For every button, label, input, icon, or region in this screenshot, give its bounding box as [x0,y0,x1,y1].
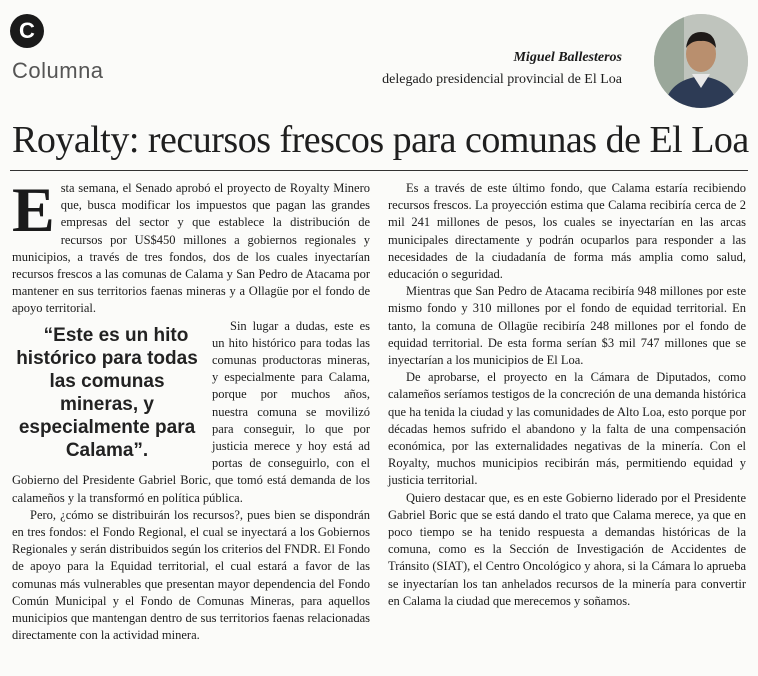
title-divider [10,170,748,171]
person-icon [654,14,748,108]
article-title: Royalty: recursos frescos para comunas de El Loa [12,119,749,161]
paragraph-4: Es a través de este último fondo, que Calama estaría recibiendo recursos frescos. La proyección estima que Calama recibiría cerca de 2 mil 241 millones de pesos, los cuales se inyectarían en las arcas municipales directamente y podrán ocuparlos para responder a las necesidades de la ciudadanía de forma más amplia como salud, educación o seguridad. [388,181,746,282]
author-name: Miguel Ballesteros [513,50,622,65]
paragraph-7: Quiero destacar que, es en este Gobierno liderado por el Presidente Gabriel Boric que se está dando el trato que Calama merece, ya que en poco tiempo se ha tenido respuesta a demandas históricas de la comuna, como es la Sección de Investigación de Accidentes de Tránsito (SIAT), el Centro Oncológico y ahora, si la Cámara lo aprueba se inyectarían los tan anhelados recursos de la minería para convertir en Calama la ciudad que merecemos y soñamos. [388,490,746,608]
drop-cap: E [12,174,55,245]
pull-quote: “Este es un hito histórico para todas las comunas mineras, y especialmente para Calama”. [16,324,198,461]
section-label: Columna [12,58,104,83]
column-badge: C [10,14,44,48]
paragraph-6: De aprobarse, el proyecto en la Cámara de Diputados, como calameños seríamos testigos de la concreción de una demanda histórica que ha tenida la ciudad y las comunidades de Alto Loa, esto porque por décadas hemos sufrido el abandono y la falta de una compensación económica, por las externalidades negativas de la minería. Con el Royalty, muchos municipios recibirán más, permitiendo equidad y justicia territorial. [388,370,746,488]
article-column-right [388,180,746,610]
article-column-left [12,174,370,644]
paragraph-3: Pero, ¿cómo se distribuirán los recursos?, pues bien se dispondrán en tres fondos: el Fondo Regional, el cual se inyectará a los Gobiernos Regionales y serán distribuidos según los criterios del FNDR. El Fondo de apoyo para la Equidad territorial, el cual estará a favor de las comunas más vulnerables que presentan mayor dependencia del Fondo Común Municipal y el Fondo de Comunas Mineras, para aquellos municipios que mantengan dentro de sus territorios faenas relacionadas directamente con la actividad minera. [12,507,370,643]
paragraph-1: Esta semana, el Senado aprobó el proyecto de Royalty Minero que, busca modificar los impuestos que pagan las grandes empresas del sector y que establece la distribución de recursos por US$450 millones a gobiernos regionales y municipios, a través de tres fondos, dos de los cuales inyectarían recursos frescos a las comunas de Calama y San Pedro de Atacama por mantener en sus territorios faenas mineras y a Ollagüe por el fondo de apoyo territorial. [12,174,370,316]
paragraph-2: “Este es un hito histórico para todas las comunas mineras, y especialmente para Calama”. Sin lugar a dudas, este es un hito histórico para todas las comunas productoras mineras, y especialmente para Calama, porque por muchos años, nuestra comuna se movilizó para conseguir, lo que por justicia merece y hoy está ad portas de conseguirlo, con el Gobierno del Presidente Gabriel Boric, que tomó está demanda de los calameños y la transformó en política pública. [12,318,370,505]
paragraph-5: Mientras que San Pedro de Atacama recibiría 948 millones por este mismo fondo y 310 millones por el fondo de equidad territorial. En tanto, la comuna de Ollagüe recibiría 248 millones por el fondo de equidad territorial. De esta forma serían $3 mil 747 millones que se inyectarían a los municipios de El Loa. [388,284,746,368]
author-role: delegado presidencial provincial de El Loa [382,72,622,87]
author-photo [654,14,748,108]
